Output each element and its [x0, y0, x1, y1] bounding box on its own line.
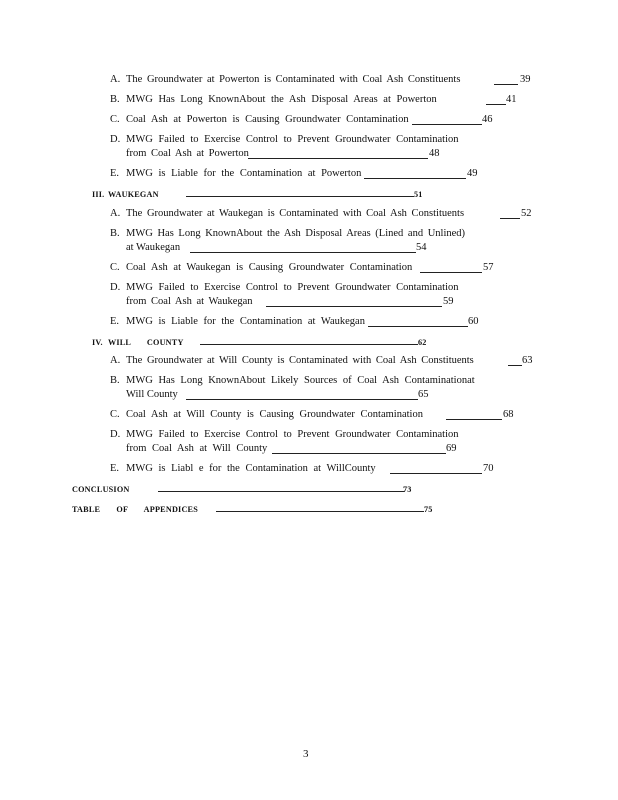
entry-title: The Groundwater at Powerton is Contaminated with Coal Ash Constituents	[126, 74, 461, 85]
entry-letter: D.	[110, 429, 121, 440]
leader-line	[186, 196, 414, 197]
page-number: 46	[482, 114, 493, 125]
leader-line	[494, 84, 518, 85]
page-number: 73	[403, 485, 412, 494]
entry-letter: C.	[110, 114, 120, 125]
page-number: 51	[414, 190, 423, 199]
leader-line	[390, 473, 482, 474]
page-number: 65	[418, 389, 429, 400]
leader-line	[190, 252, 416, 253]
leader-line	[272, 453, 446, 454]
section-title: WAUKEGAN	[108, 190, 159, 199]
entry-title-continued: from Coal Ash at Waukegan	[126, 296, 253, 307]
page-number: 52	[521, 208, 532, 219]
page-number: 62	[418, 338, 427, 347]
entry-title: MWG Has Long KnownAbout the Ash Disposal Areas at Powerton	[126, 94, 437, 105]
entry-title: MWG Failed to Exercise Control to Prevent Groundwater Contamination	[126, 134, 459, 145]
entry-letter: B.	[110, 228, 120, 239]
leader-line	[368, 326, 468, 327]
entry-title: MWG is Liabl e for the Contamination at WillCounty	[126, 463, 376, 474]
page-number: 68	[503, 409, 514, 420]
leader-line	[248, 158, 428, 159]
page-number: 39	[520, 74, 531, 85]
entry-letter: A.	[110, 355, 121, 366]
page-number: 59	[443, 296, 454, 307]
entry-letter: C.	[110, 409, 120, 420]
entry-letter: A.	[110, 208, 121, 219]
leader-line	[158, 491, 404, 492]
appendices-heading: TABLE OF APPENDICES	[72, 505, 198, 514]
entry-title: MWG Failed to Exercise Control to Prevent Groundwater Contamination	[126, 282, 459, 293]
page-number: 41	[506, 94, 517, 105]
leader-line	[186, 399, 418, 400]
section-numeral: IV.	[92, 338, 103, 347]
footer-page-number: 3	[303, 748, 309, 760]
page-number: 69	[446, 443, 457, 454]
leader-line	[420, 272, 482, 273]
section-title: WILL COUNTY	[108, 338, 184, 347]
section-numeral: III.	[92, 190, 105, 199]
page-number: 54	[416, 242, 427, 253]
entry-title: MWG is Liable for the Contamination at Powerton	[126, 168, 362, 179]
leader-line	[412, 124, 482, 125]
entry-title-continued: from Coal Ash at Powerton	[126, 148, 249, 159]
page-number: 75	[424, 505, 433, 514]
entry-title: The Groundwater at Will County is Contaminated with Coal Ash Constituents	[126, 355, 474, 366]
entry-letter: A.	[110, 74, 121, 85]
conclusion-heading: CONCLUSION	[72, 485, 130, 494]
entry-letter: D.	[110, 282, 121, 293]
page-number: 70	[483, 463, 494, 474]
entry-title: MWG is Liable for the Contamination at Waukegan	[126, 316, 365, 327]
entry-letter: D.	[110, 134, 121, 145]
entry-letter: C.	[110, 262, 120, 273]
entry-title: MWG Has Long KnownAbout the Ash Disposal Areas (Lined and Unlined)	[126, 228, 466, 239]
leader-line	[266, 306, 442, 307]
entry-letter: E.	[110, 463, 120, 474]
leader-line	[446, 419, 502, 420]
leader-line	[216, 511, 424, 512]
entry-title: MWG Has Long KnownAbout Likely Sources of Coal Ash Contaminationat	[126, 375, 475, 386]
leader-line	[486, 104, 506, 105]
leader-line	[508, 365, 522, 366]
entry-title-continued: at Waukegan	[126, 242, 181, 253]
entry-letter: E.	[110, 168, 120, 179]
page-number: 49	[467, 168, 478, 179]
leader-line	[500, 218, 520, 219]
entry-letter: E.	[110, 316, 120, 327]
leader-line	[200, 344, 418, 345]
entry-title: MWG Failed to Exercise Control to Prevent Groundwater Contamination	[126, 429, 459, 440]
page-number: 63	[522, 355, 533, 366]
entry-title-continued: Will County	[126, 389, 178, 400]
leader-line	[364, 178, 466, 179]
entry-title-continued: from Coal Ash at Will County	[126, 443, 268, 454]
page-number: 57	[483, 262, 494, 273]
entry-title: Coal Ash at Will County is Causing Groundwater Contamination	[126, 409, 423, 420]
entry-title: The Groundwater at Waukegan is Contaminated with Coal Ash Constituents	[126, 208, 465, 219]
page-number: 60	[468, 316, 479, 327]
entry-title: Coal Ash at Powerton is Causing Groundwater Contamination	[126, 114, 409, 125]
page-number: 48	[429, 148, 440, 159]
entry-letter: B.	[110, 375, 120, 386]
entry-title: Coal Ash at Waukegan is Causing Groundwater Contamination	[126, 262, 413, 273]
entry-letter: B.	[110, 94, 120, 105]
